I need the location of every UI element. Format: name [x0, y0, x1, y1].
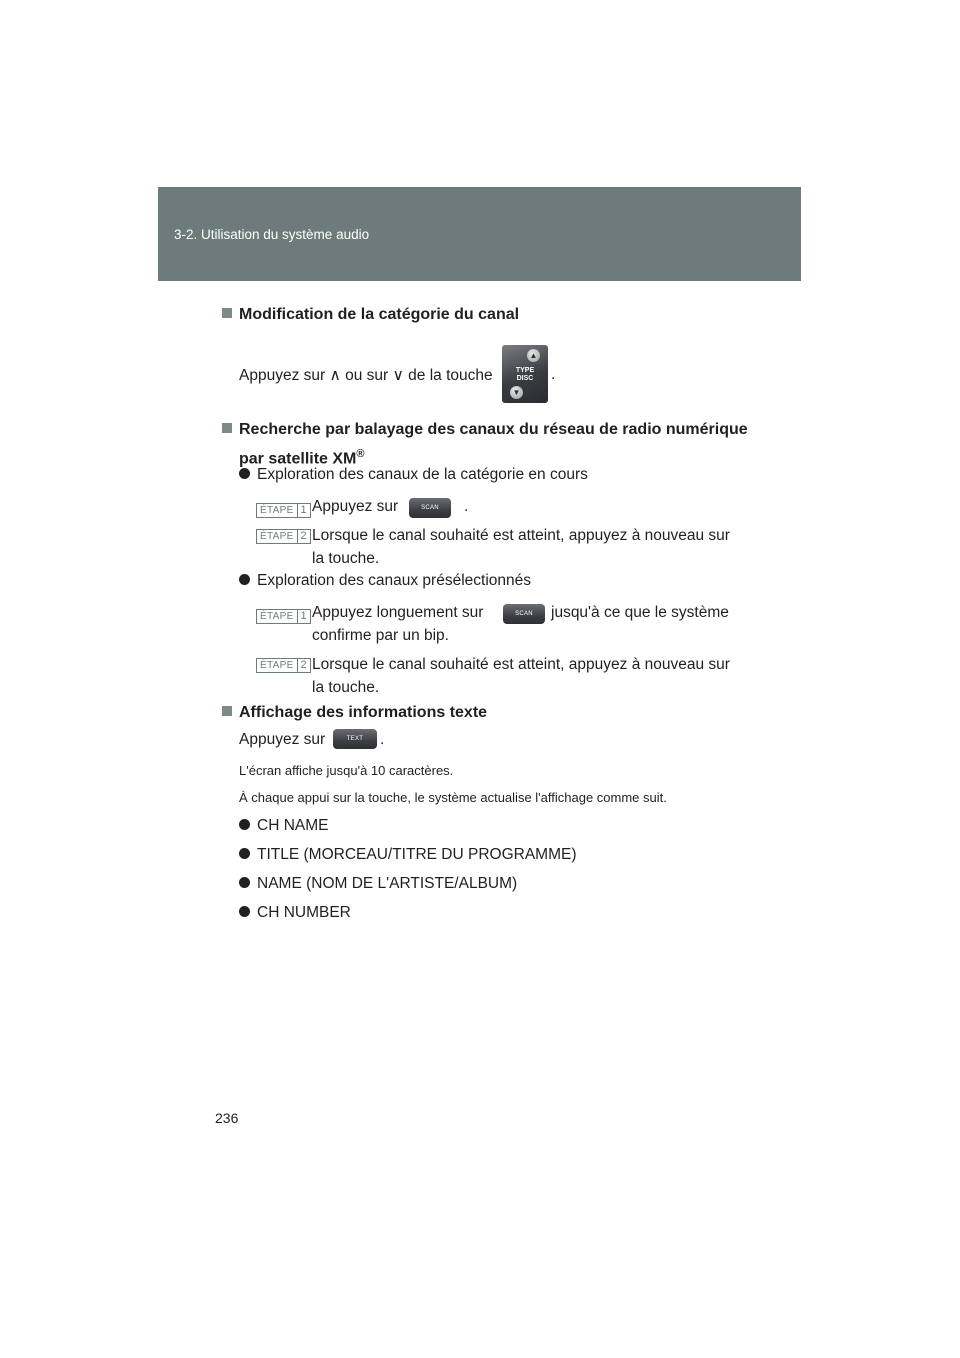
- step-text-line2: la touche.: [312, 679, 380, 696]
- square-bullet-icon: [222, 308, 232, 318]
- square-bullet-icon: [222, 423, 232, 433]
- step-text-line1: Lorsque le canal souhaité est atteint, appuyez à nouveau sur: [312, 527, 730, 544]
- bullet-presets: [239, 572, 531, 590]
- period: .: [464, 498, 469, 515]
- type-disc-button-icon: [502, 345, 548, 403]
- list-item-text: NAME (NOM DE L'ARTISTE/ALBUM): [257, 875, 518, 892]
- heading-text: Modification de la catégorie du canal: [239, 306, 520, 323]
- step-text-block: [312, 653, 730, 699]
- bullet-icon: [239, 906, 250, 917]
- step-text: Appuyez sur: [312, 498, 399, 515]
- registered-mark: ®: [356, 448, 365, 460]
- bullet-icon: [239, 468, 250, 479]
- list-item: [239, 817, 328, 835]
- bullet-current-category: [239, 466, 588, 484]
- heading-scan: [222, 417, 748, 471]
- note-2: À chaque appui sur la touche, le système actualise l'affichage comme suit.: [239, 790, 667, 805]
- list-item-text: CH NAME: [257, 817, 329, 834]
- step-label: ÉTAPE: [260, 660, 294, 671]
- section-title: 3-2. Utilisation du système audio: [174, 227, 370, 242]
- heading-text-info: [222, 704, 487, 722]
- bullet-text: Exploration des canaux présélectionnés: [257, 572, 532, 589]
- bullet-icon: [239, 877, 250, 888]
- scan-button-icon: SCAN: [503, 604, 545, 624]
- period: .: [551, 366, 556, 383]
- step-number: 2: [297, 530, 310, 543]
- step-text-block: [312, 524, 730, 570]
- heading-text: Affichage des informations texte: [239, 704, 488, 721]
- paragraph-text: Appuyez sur: [239, 731, 326, 748]
- step-badge-1: [256, 606, 311, 624]
- period: .: [380, 731, 385, 748]
- text: Appuyez sur ∧ ou sur ∨ de la touche: [239, 367, 493, 384]
- step-badge-2: [256, 655, 311, 673]
- step-label: ÉTAPE: [260, 611, 294, 622]
- step-badge-2: [256, 526, 311, 544]
- bullet-icon: [239, 848, 250, 859]
- page-number: 236: [215, 1110, 239, 1126]
- note-1: L'écran affiche jusqu'à 10 caractères.: [239, 763, 454, 778]
- bullet-text: Exploration des canaux de la catégorie en cours: [257, 466, 588, 483]
- bullet-icon: [239, 574, 250, 585]
- disc-label: DISC: [516, 375, 534, 382]
- scan-button-icon: SCAN: [409, 498, 451, 518]
- heading-line2: par satellite XM: [239, 450, 357, 468]
- heading-channel-category: [222, 306, 519, 324]
- down-arrow-icon: ▼: [510, 386, 523, 399]
- step-text-line2: la touche.: [312, 550, 380, 567]
- list-item-text: TITLE (MORCEAU/TITRE DU PROGRAMME): [257, 846, 577, 863]
- up-arrow-icon: ▲: [527, 349, 540, 362]
- square-bullet-icon: [222, 706, 232, 716]
- step-number: 2: [297, 659, 310, 672]
- step-number: 1: [297, 610, 310, 623]
- step-label: ÉTAPE: [260, 505, 294, 516]
- heading-line1: Recherche par balayage des canaux du réseau de radio numérique: [239, 421, 748, 438]
- text-button-icon: TEXT: [333, 729, 377, 749]
- list-item: [239, 875, 517, 893]
- type-disc-label: [502, 367, 548, 383]
- step-text-line1: Lorsque le canal souhaité est atteint, appuyez à nouveau sur: [312, 656, 730, 673]
- list-item: [239, 904, 351, 922]
- list-item-text: CH NUMBER: [257, 904, 351, 921]
- section-header: [158, 187, 801, 281]
- step-text: Appuyez longuement sur: [312, 604, 484, 621]
- bullet-icon: [239, 819, 250, 830]
- step-text-continued: jusqu'à ce que le système: [551, 604, 729, 621]
- list-item: [239, 846, 576, 864]
- step-text-line2: confirme par un bip.: [312, 627, 449, 644]
- step-label: ÉTAPE: [260, 531, 294, 542]
- type-label: TYPE: [515, 367, 535, 374]
- step-number: 1: [297, 504, 310, 517]
- step-badge-1: [256, 500, 311, 518]
- paragraph-category: [239, 366, 493, 385]
